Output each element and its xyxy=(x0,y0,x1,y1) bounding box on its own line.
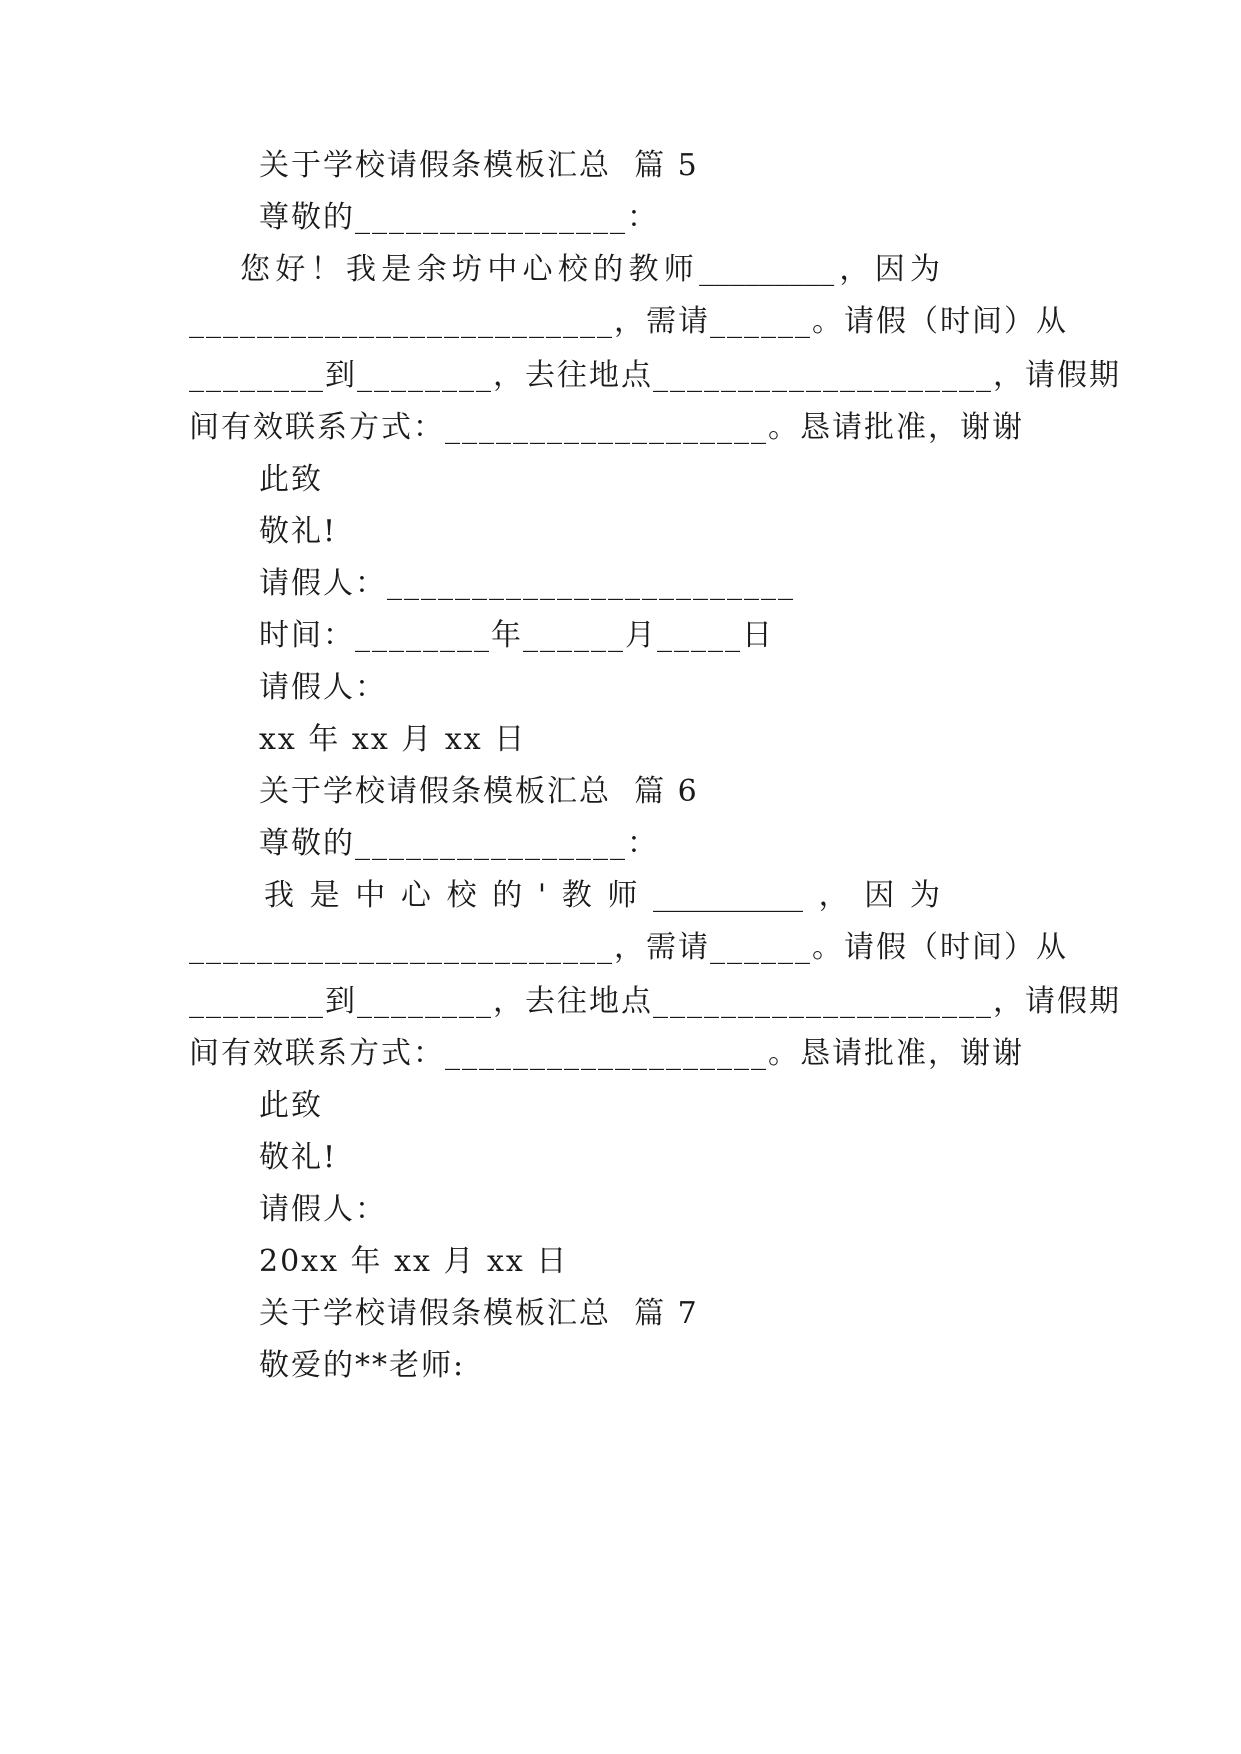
body-line-3: ________到________，去往地点____________________，请假期 xyxy=(189,984,1121,1019)
body-line-1-part: 为 xyxy=(909,878,940,913)
body-line-1-part: _________ xyxy=(699,252,835,287)
body-line-1-part: 中 xyxy=(487,252,518,287)
body-line-1 xyxy=(240,244,940,296)
body-line-1-part: 校 xyxy=(446,878,477,913)
body-line-1-part: 教 xyxy=(628,252,659,287)
body-line-1-part: 是 xyxy=(381,252,412,287)
body-line-1-part: 为 xyxy=(910,252,940,287)
closing-line-2: 敬礼! xyxy=(259,514,338,549)
body-line-1-part: ， xyxy=(818,878,849,913)
applicant-field: 请假人：________________________ xyxy=(259,566,795,601)
body-line-1-part: 教 xyxy=(561,878,592,913)
closing-line-1: 此致 xyxy=(259,462,323,497)
applicant-signature: 请假人： xyxy=(259,670,387,705)
body-line-1-part: 您 xyxy=(240,252,270,287)
body-line-1-part: 师 xyxy=(607,878,638,913)
body-line-2: _________________________，需请______。请假（时间）从 xyxy=(189,304,1068,339)
salutation: 尊敬的________________： xyxy=(259,826,659,861)
body-line-3: ________到________，去往地点____________________，请假期 xyxy=(189,358,1121,393)
body-line-1-part: ， xyxy=(839,252,870,287)
body-line-1-part: 的 xyxy=(593,252,624,287)
body-line-4: 间有效联系方式：___________________。恳请批准，谢谢 xyxy=(189,1036,1024,1071)
body-line-1-part: 师 xyxy=(663,252,694,287)
body-line-1-part: 因 xyxy=(874,252,905,287)
section-heading: 关于学校请假条模板汇总 篇 7 xyxy=(259,1296,699,1331)
body-line-1-part: 好 xyxy=(275,252,306,287)
body-line-1-part: ！ xyxy=(310,252,341,287)
closing-line-2: 敬礼! xyxy=(259,1140,338,1175)
closing-line-1: 此致 xyxy=(259,1088,323,1123)
body-line-1-part: ' xyxy=(537,878,547,913)
body-line-1-part: 心 xyxy=(400,878,431,913)
signature-date: xx 年 xx 月 xx 日 xyxy=(259,722,527,757)
salutation: 尊敬的________________： xyxy=(259,200,659,235)
body-line-1-part: 校 xyxy=(557,252,588,287)
date-field: 时间：________年______月_____日 xyxy=(259,618,774,653)
body-line-1-part: 余 xyxy=(416,252,447,287)
section-heading: 关于学校请假条模板汇总 篇 6 xyxy=(259,774,699,809)
body-line-1-part: __________ xyxy=(653,878,804,913)
body-line-4: 间有效联系方式：___________________。恳请批准，谢谢 xyxy=(189,410,1024,445)
body-line-1-part: 因 xyxy=(864,878,895,913)
body-line-1-part: 中 xyxy=(355,878,386,913)
body-line-1-part: 我 xyxy=(264,878,294,913)
body-line-1 xyxy=(264,870,940,922)
body-line-1-part: 的 xyxy=(492,878,523,913)
body-line-1-part: 坊 xyxy=(451,252,482,287)
signature-date: 20xx 年 xx 月 xx 日 xyxy=(259,1244,569,1279)
applicant-signature: 请假人： xyxy=(259,1192,387,1227)
section-heading: 关于学校请假条模板汇总 篇 5 xyxy=(259,148,699,183)
body-line-1-part: 我 xyxy=(345,252,376,287)
body-line-1-part: 心 xyxy=(522,252,553,287)
body-line-1-part: 是 xyxy=(309,878,340,913)
salutation: 敬爱的**老师: xyxy=(259,1348,466,1383)
body-line-2: _________________________，需请______。请假（时间）从 xyxy=(189,930,1068,965)
